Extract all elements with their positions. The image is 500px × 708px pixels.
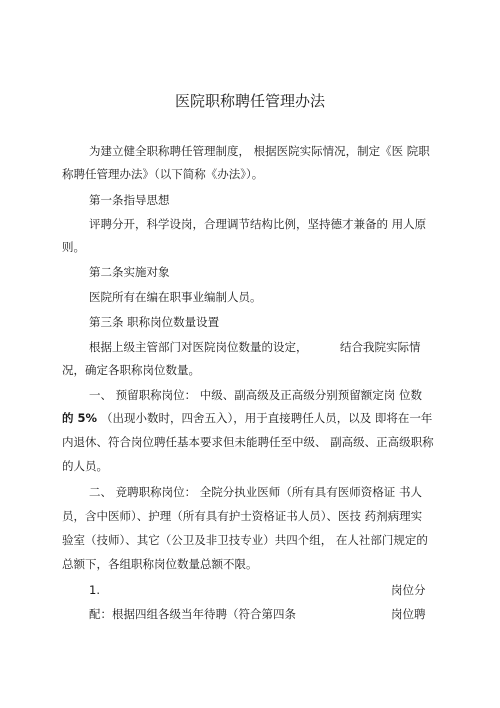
paragraph-line: （出现小数时，四舍五入），用于直接聘任人员，以及 即将在一年	[101, 411, 433, 425]
paragraph-line: 评聘分开，科学设岗，合理调节结构比例，坚持德才兼备的 用人原	[89, 217, 427, 231]
list-number: 1.	[89, 583, 100, 597]
paragraph-line: 岗位聘	[391, 607, 426, 621]
paragraph-line: 员，含中医师）、护理（所有具有护士资格证书人员）、医技 药剂病理实	[62, 509, 423, 523]
paragraph-line: 称聘任管理办法》（以下简称《办法》）。	[62, 167, 264, 181]
paragraph-line: 配：根据四组各级当年待聘（符合第四条	[89, 607, 296, 621]
paragraph-line: 岗位分	[391, 583, 426, 597]
section-heading-1: 第一条指导思想	[89, 193, 170, 207]
paragraph-line: 总额下，各组职称岗位数量总额不限。	[62, 557, 258, 571]
paragraph-line: 况，确定各职称岗位数量。	[62, 363, 200, 377]
paragraph-line: 一、 预留职称岗位： 中级、副高级及正高级分别预留额定岗 位数	[89, 388, 422, 402]
paragraph-line: 根据上级主管部门对医院岗位数量的设定，	[89, 340, 308, 354]
paragraph-line: 的人员。	[62, 459, 108, 473]
paragraph-line: 二、 竞聘职称岗位： 全院分执业医师（所有具有医师资格证 书人	[89, 485, 422, 499]
paragraph-line: 医院所有在编在职事业编制人员。	[89, 290, 262, 304]
paragraph-line: 则。	[62, 240, 85, 254]
paragraph-line: 内退休、符合岗位聘任基本要求但未能聘任至中级、 副高级、正高级职称	[62, 435, 434, 449]
section-heading-3: 第三条 职称岗位数量设置	[89, 315, 220, 329]
document-title: 医院职称聘任管理办法	[174, 92, 325, 110]
paragraph-line: 结合我院实际情	[340, 340, 421, 354]
section-heading-2: 第二条实施对象	[89, 265, 170, 279]
paragraph-line: 为建立健全职称聘任管理制度， 根据医院实际情况，制定《医 院职	[89, 144, 430, 158]
percentage-value: 的 5%	[62, 411, 98, 425]
paragraph-line: 验室（技师）、其它（公卫及非卫技专业）共四个组， 在人社部门规定的	[62, 533, 428, 547]
